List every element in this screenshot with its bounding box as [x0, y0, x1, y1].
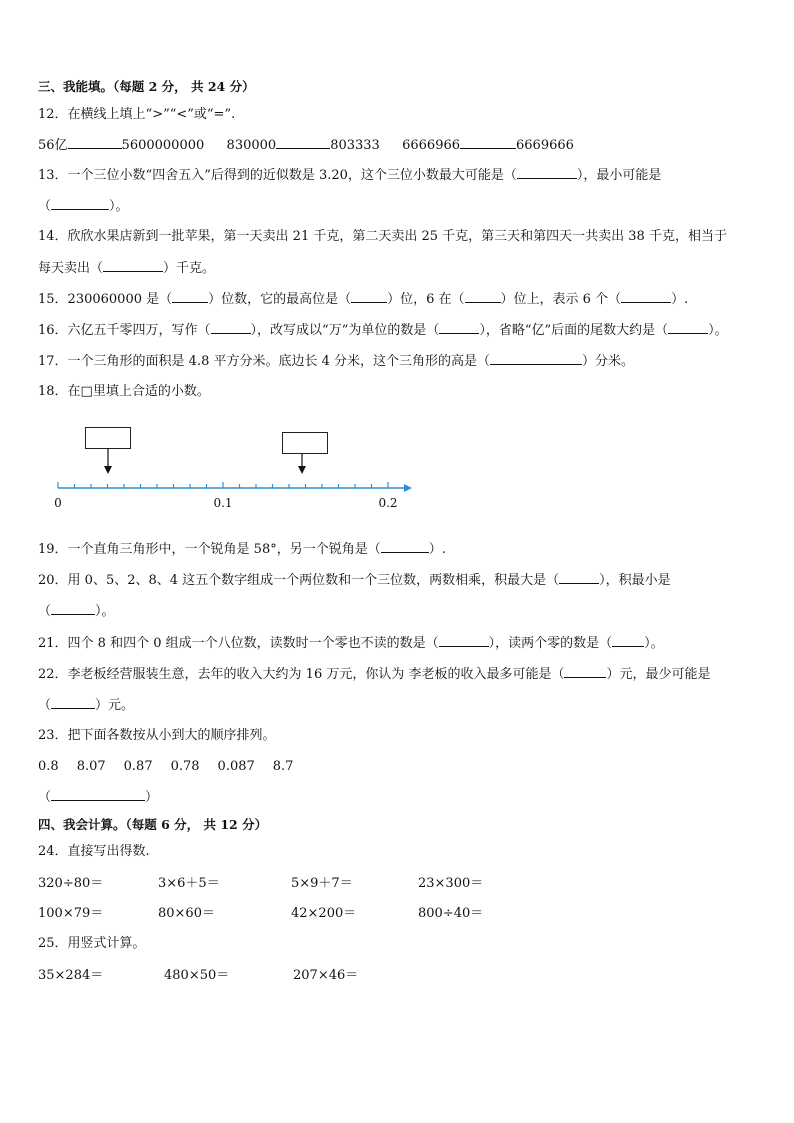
calc-row-3 — [38, 967, 763, 985]
compare-right-3: 6669666 — [516, 138, 574, 153]
question-23-numbers — [38, 758, 311, 776]
question-22-text-b: ）元，最少可能是 — [606, 667, 711, 682]
compare-right-2: 803333 — [330, 138, 380, 153]
calc-item: 42×200＝ — [291, 906, 357, 921]
compare-blank-3[interactable] — [460, 136, 516, 149]
question-23-answer — [38, 788, 158, 807]
question-21-text-b: ），读两个零的数是（ — [488, 636, 613, 651]
arrow-head-2 — [298, 466, 306, 474]
paren-open: （ — [38, 199, 52, 214]
calc-item: 5×9＋7＝ — [291, 876, 353, 891]
answer-blank-15a[interactable] — [172, 290, 208, 303]
question-16-text-b: ），改写成以“万”为单位的数是（ — [250, 323, 440, 338]
question-21 — [38, 634, 664, 653]
answer-blank-15c[interactable] — [465, 290, 501, 303]
answer-blank-23[interactable] — [51, 788, 145, 801]
question-14-text-a: 每天卖出（ — [38, 261, 104, 276]
number-item: 0.8 — [38, 759, 59, 774]
calc-item: 800÷40＝ — [418, 906, 484, 921]
answer-blank-16b[interactable] — [439, 321, 479, 334]
arrow-head-1 — [104, 466, 112, 474]
calc-item: 3×6＋5＝ — [158, 876, 220, 891]
answer-blank-13a[interactable] — [517, 166, 577, 179]
number-item: 0.87 — [123, 759, 153, 774]
paren-close: ） — [145, 790, 159, 805]
question-22-text-a: 22．李老板经营服装生意，去年的收入大约为 16 万元，你认为 李老板的收入最多可能是（ — [38, 667, 565, 682]
section-3-title: 三、我能填。（每题 2 分， 共 24 分） — [38, 79, 255, 94]
number-item: 8.7 — [272, 759, 294, 774]
number-line — [38, 420, 438, 515]
question-24: 24．直接写出得数. — [38, 844, 150, 859]
question-22-text-b2: ）元。 — [95, 698, 135, 713]
question-13 — [38, 166, 661, 185]
question-12-comparisons — [38, 136, 574, 155]
question-13-text-b: ），最小可能是 — [576, 168, 662, 183]
question-15-text-c: ）位，6 在（ — [387, 292, 465, 307]
calc-row-1 — [38, 875, 763, 893]
calc-item: 35×284＝ — [38, 968, 104, 983]
answer-blank-20b[interactable] — [51, 602, 95, 615]
question-13-text-a: 13．一个三位小数“四舍五入”后得到的近似数是 3.20，这个三位小数最大可能是（ — [38, 168, 517, 183]
calc-item: 23×300＝ — [418, 876, 484, 891]
question-19 — [38, 540, 446, 559]
calc-item: 100×79＝ — [38, 906, 104, 921]
answer-blank-20a[interactable] — [559, 571, 599, 584]
calc-item: 80×60＝ — [158, 906, 215, 921]
paren-open: （ — [38, 698, 52, 713]
compare-blank-2[interactable] — [276, 136, 330, 149]
calc-item: 207×46＝ — [293, 968, 359, 983]
question-20-text-a: 20．用 0、5、2、8、4 这五个数字组成一个两位数和一个三位数，两数相乘，积最大是（ — [38, 573, 560, 588]
question-15-text-e: ）. — [671, 292, 689, 307]
question-19-text-a: 19．一个直角三角形中，一个锐角是 58°，另一个锐角是（ — [38, 542, 381, 557]
tick-label-0-2: 0.2 — [378, 496, 398, 510]
question-25: 25．用竖式计算。 — [38, 936, 146, 951]
answer-blank-17[interactable] — [490, 352, 582, 365]
question-16-text-c: ），省略“亿”后面的尾数大约是（ — [479, 323, 669, 338]
paren-close: ）。 — [95, 604, 115, 619]
paren-open: （ — [38, 790, 52, 805]
section-4-title: 四、我会计算。（每题 6 分， 共 12 分） — [38, 817, 268, 832]
question-17 — [38, 352, 634, 371]
question-12: 12．在横线上填上“>”“<”或“=”. — [38, 107, 236, 122]
answer-blank-16a[interactable] — [211, 321, 251, 334]
question-14: 14．欣欣水果店新到一批苹果，第一天卖出 21 千克，第二天卖出 25 千克，第三天和第四天一共卖出 38 千克，相当于 — [38, 229, 727, 244]
calc-row-2 — [38, 905, 763, 923]
answer-blank-16c[interactable] — [668, 321, 708, 334]
question-20-line-2 — [38, 602, 115, 621]
question-21-text-c: ）。 — [644, 636, 664, 651]
number-line-figure — [38, 420, 438, 515]
answer-blank-22b[interactable] — [51, 696, 95, 709]
paren-open: （ — [38, 604, 52, 619]
question-18: 18．在□里填上合适的小数。 — [38, 384, 210, 399]
answer-blank-15d[interactable] — [621, 290, 671, 303]
question-17-text-b: ）分米。 — [582, 354, 635, 369]
answer-blank-21b[interactable] — [612, 634, 644, 647]
answer-blank-21a[interactable] — [439, 634, 489, 647]
number-item: 0.78 — [170, 759, 200, 774]
compare-left-1: 56亿 — [38, 138, 68, 153]
calc-item: 480×50＝ — [164, 968, 230, 983]
question-15-text-b: ）位数，它的最高位是（ — [208, 292, 352, 307]
question-17-text-a: 17．一个三角形的面积是 4.8 平方分米。底边长 4 分米，这个三角形的高是（ — [38, 354, 491, 369]
question-19-text-b: ）. — [428, 542, 446, 557]
answer-blank-15b[interactable] — [351, 290, 387, 303]
question-20-text-b: ），积最小是 — [599, 573, 671, 588]
question-16-text-a: 16．六亿五千零四万，写作（ — [38, 323, 211, 338]
answer-blank-13b[interactable] — [51, 197, 109, 210]
axis-arrow-icon — [404, 484, 412, 492]
compare-left-3: 6666966 — [402, 138, 461, 153]
compare-left-2: 830000 — [226, 138, 277, 153]
compare-blank-1[interactable] — [68, 136, 122, 149]
compare-right-1: 5600000000 — [121, 138, 205, 153]
number-item: 0.087 — [217, 759, 255, 774]
tick-label-0-1: 0.1 — [213, 496, 233, 510]
question-21-text-a: 21．四个 8 和四个 0 组成一个八位数，读数时一个零也不读的数是（ — [38, 636, 439, 651]
question-22-line-2 — [38, 696, 134, 715]
question-23: 23．把下面各数按从小到大的顺序排列。 — [38, 728, 276, 743]
number-item: 8.07 — [76, 759, 106, 774]
tick-label-0: 0 — [54, 496, 62, 510]
question-16-text-d: ）。 — [708, 323, 728, 338]
question-13-line-2 — [38, 197, 129, 216]
answer-blank-19[interactable] — [381, 540, 429, 553]
question-22 — [38, 665, 711, 684]
question-15 — [38, 290, 688, 309]
question-14-line-2 — [38, 259, 215, 278]
answer-blank-22a[interactable] — [564, 665, 606, 678]
question-14-text-b: ）千克。 — [163, 261, 216, 276]
question-15-text-d: ）位上，表示 6 个（ — [500, 292, 622, 307]
question-20 — [38, 571, 671, 590]
paren-close: ）。 — [109, 199, 129, 214]
calc-item: 320÷80＝ — [38, 876, 104, 891]
question-16 — [38, 321, 728, 340]
question-15-text-a: 15．230060000 是（ — [38, 292, 173, 307]
answer-blank-14[interactable] — [103, 259, 163, 272]
